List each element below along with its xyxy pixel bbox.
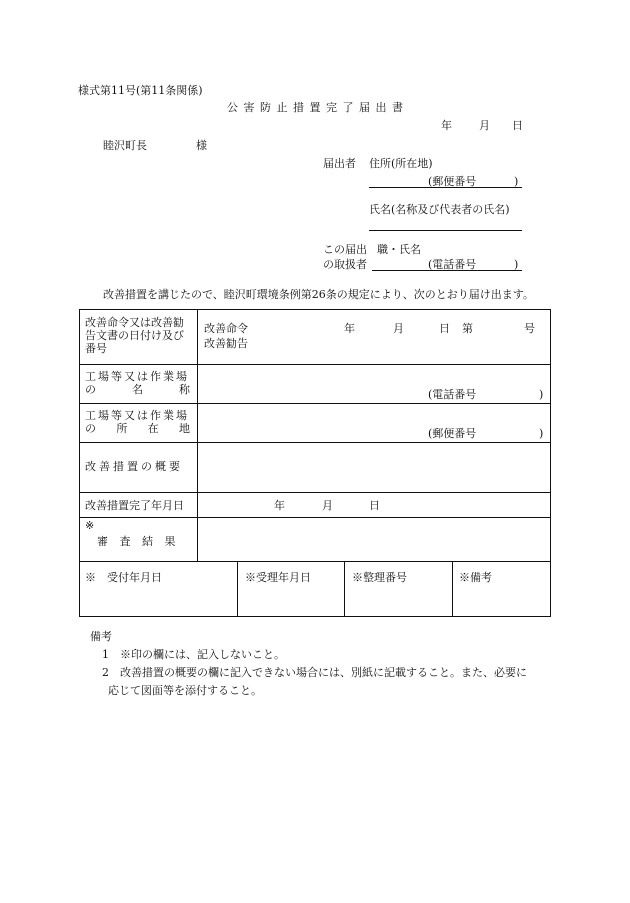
addressee-name: 睦沢町長 <box>103 139 147 152</box>
row3-label-text: 工場等又は作業場 <box>85 409 189 422</box>
row3-label-line2 <box>85 422 190 435</box>
note-item-3: 応じて図面等を添付すること。 <box>108 684 262 697</box>
row6-mark: ※ <box>85 519 95 532</box>
row3-label-line1 <box>85 409 190 422</box>
footer-divider-3 <box>452 561 453 617</box>
row-divider-1 <box>79 364 551 365</box>
row6-label: 審 査 結 果 <box>97 535 180 548</box>
notifier-postal-label: (郵便番号 <box>428 175 477 188</box>
row1-go: 号 <box>524 322 535 335</box>
row1-label-line1: 改善命令又は改善勧 <box>85 316 184 329</box>
accepted-date-label: ※受理年月日 <box>245 571 311 584</box>
row-divider-2 <box>79 403 551 404</box>
row1-type1: 改善命令 <box>204 322 248 335</box>
handler-phone-close: ) <box>514 258 519 271</box>
row2-label-line2 <box>85 383 190 396</box>
address-underline <box>369 187 522 188</box>
row5-label: 改善措置完了年月日 <box>85 499 184 512</box>
date-month: 月 <box>479 119 490 132</box>
date-year: 年 <box>441 119 452 132</box>
row2-label-line1 <box>85 370 190 383</box>
row2-label-no: の <box>85 383 96 396</box>
label-column-divider <box>197 309 198 561</box>
row1-type2: 改善勧告 <box>204 337 248 350</box>
row1-label-line3: 番号 <box>85 342 107 355</box>
footer-divider-1 <box>237 561 238 617</box>
row-divider-3 <box>79 442 551 443</box>
row3-label-sho: 所 <box>116 422 128 435</box>
notifier-name-label: 氏名(名称及び代表者の氏名) <box>369 203 510 216</box>
row3-label-zai: 在 <box>147 422 159 435</box>
remarks-label: ※備考 <box>459 571 492 584</box>
row-divider-5 <box>79 517 551 518</box>
form-number: 様式第11号(第11条関係) <box>78 84 203 97</box>
row1-dai: 第 <box>462 322 473 335</box>
row-divider-4 <box>79 492 551 493</box>
row2-label <box>85 370 190 396</box>
handler-label-2: の取扱者 <box>323 258 367 271</box>
row5-day: 日 <box>369 499 380 512</box>
notes-heading: 備考 <box>90 630 112 643</box>
handler-phone-label: (電話番号 <box>428 258 477 271</box>
row1-label <box>85 316 192 355</box>
form-title: 公 害 防 止 措 置 完 了 届 出 書 <box>227 101 404 114</box>
row3-postal-close: ) <box>539 427 544 440</box>
notifier-postal-close: ) <box>514 175 519 188</box>
handler-label-1: この届出 <box>323 243 367 256</box>
handler-position-label: 職・氏名 <box>377 243 421 256</box>
row5-year: 年 <box>274 499 285 512</box>
row2-label-sho: 称 <box>179 383 190 396</box>
notifier-label: 届出者 <box>323 157 356 170</box>
name-underline <box>369 230 522 231</box>
row1-day: 日 <box>439 322 450 335</box>
footer-divider-2 <box>344 561 345 617</box>
row3-label-no: の <box>85 422 96 435</box>
row1-month: 月 <box>393 322 404 335</box>
row3-label-chi: 地 <box>178 422 190 435</box>
row3-label <box>85 409 190 435</box>
handler-underline <box>372 270 522 271</box>
received-date-label: ※ 受付年月日 <box>85 571 162 584</box>
date-day: 日 <box>512 119 523 132</box>
row5-month: 月 <box>322 499 333 512</box>
row1-year: 年 <box>344 322 355 335</box>
row3-postal-label: (郵便番号 <box>428 427 477 440</box>
serial-number-label: ※整理番号 <box>352 571 407 584</box>
intro-text: 改善措置を講じたので、睦沢町環境条例第26条の規定により、次のとおり届け出ます。 <box>103 288 534 301</box>
row2-phone-label: (電話番号 <box>428 388 477 401</box>
row2-phone-close: ) <box>539 388 544 401</box>
note-item-2: 2 改善措置の概要の欄に記入できない場合には、別紙に記載すること。また、必要に <box>102 666 527 679</box>
row2-label-na: 名 <box>132 383 143 396</box>
row2-label-text: 工場等又は作業場 <box>85 370 189 383</box>
notifier-address-label: 住所(所在地) <box>369 157 433 170</box>
note-item-1: 1 ※印の欄には、記入しないこと。 <box>102 648 285 661</box>
row-divider-6 <box>79 561 551 562</box>
row4-label: 改善措置の概要 <box>85 460 183 473</box>
row1-label-line2: 告文書の日付け及び <box>85 329 184 342</box>
addressee-honorific: 様 <box>196 139 207 152</box>
